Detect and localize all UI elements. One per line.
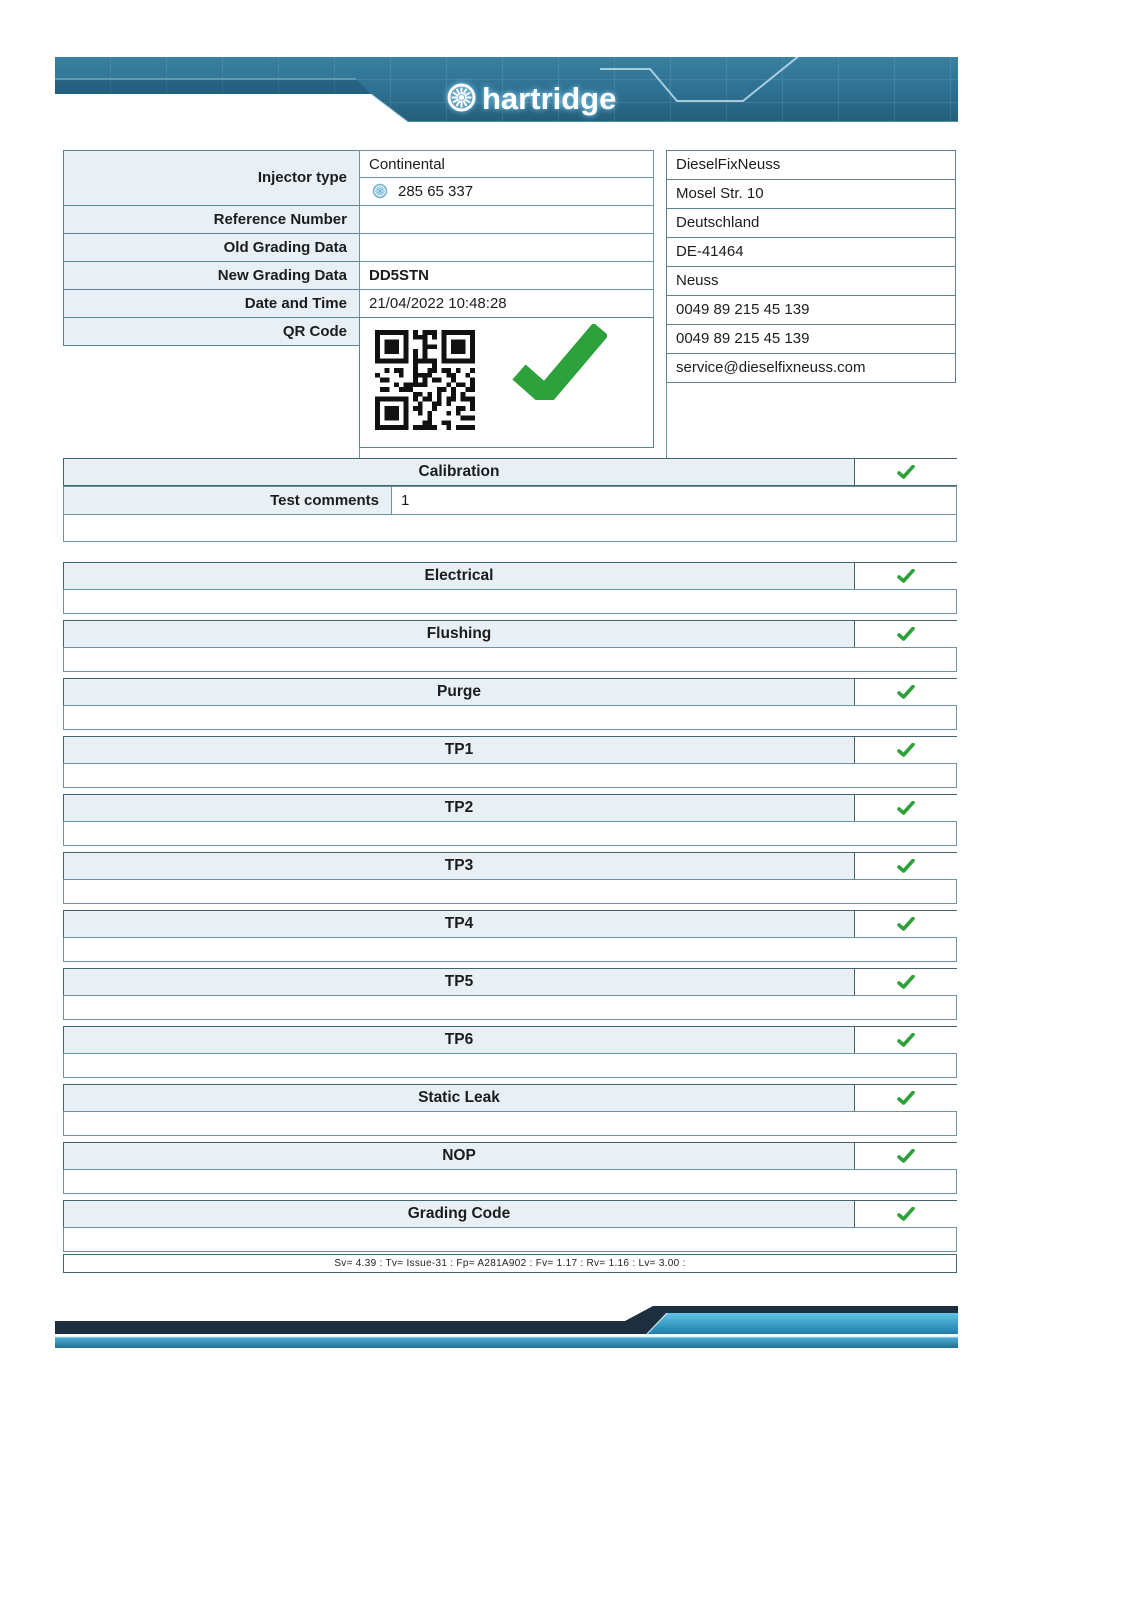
section-label: Electrical: [424, 567, 494, 584]
spacer-row: [63, 763, 957, 788]
section-row-tp2: [63, 794, 957, 822]
test-comments-label: Test comments: [64, 487, 392, 514]
test-comments-value: 1: [401, 492, 410, 509]
status-cell: [854, 1085, 957, 1111]
check-icon: [897, 1149, 915, 1163]
section-label: Grading Code: [407, 1205, 511, 1222]
section-row-tp1: [63, 736, 957, 764]
status-cell: [854, 911, 957, 937]
section-row-grading-code: [63, 1200, 957, 1228]
section-row-tp6: [63, 1026, 957, 1054]
logo-text: hartridge: [482, 81, 617, 116]
old-grading-data-value: [359, 233, 654, 262]
section-label: Static Leak: [418, 1089, 500, 1106]
version-footer: Sv= 4.39 : Tv= Issue-31 : Fp= A281A902 : Fv= 1.17 : Rv= 1.16 : Lv= 3.00 :: [63, 1254, 957, 1273]
section-label: TP3: [444, 857, 474, 874]
workshop-city: Neuss: [666, 266, 956, 296]
header-banner-graphic: [55, 57, 958, 127]
spacer-row: [63, 647, 957, 672]
status-cell: [854, 1143, 957, 1169]
section-label: TP5: [444, 973, 474, 990]
section-row-tp4: [63, 910, 957, 938]
pass-check-icon: [512, 324, 607, 400]
spacer-row: [63, 589, 957, 614]
check-icon: [897, 859, 915, 873]
spacer-row: [63, 821, 957, 846]
qr-code-label: QR Code: [63, 317, 360, 346]
section-row-tp3: [63, 852, 957, 880]
workshop-country: Deutschland: [666, 208, 956, 238]
check-icon: [897, 569, 915, 583]
injector-part-number: 285 65 337: [398, 183, 474, 200]
injector-type-label: Injector type: [63, 150, 360, 206]
reference-number-label: Reference Number: [63, 205, 360, 234]
spacer-row: [63, 995, 957, 1020]
spacer-row: [63, 879, 957, 904]
section-label: Flushing: [426, 625, 492, 642]
workshop-phone-1: 0049 89 215 45 139: [666, 295, 956, 325]
header-banner: [55, 57, 958, 127]
section-label: TP6: [444, 1031, 474, 1048]
qr-code-cell: [359, 317, 654, 448]
section-label: Purge: [437, 683, 481, 700]
table-border-stub: [666, 382, 667, 458]
new-grading-data-label: New Grading Data: [63, 261, 360, 290]
new-grading-data-value: DD5STN: [359, 261, 654, 290]
status-cell: [854, 1027, 957, 1053]
spacer-row: [63, 1053, 957, 1078]
status-cell: [854, 1201, 957, 1227]
section-label: Calibration: [418, 463, 500, 480]
check-icon: [897, 465, 915, 479]
footer-banner-graphic: [55, 1303, 958, 1349]
workshop-name: DieselFixNeuss: [666, 150, 956, 180]
spacer-row: [63, 705, 957, 730]
check-icon: [897, 685, 915, 699]
test-comments-row: [63, 486, 957, 515]
status-cell: [854, 737, 957, 763]
check-icon: [897, 627, 915, 641]
status-cell: [854, 621, 957, 647]
section-row-tp5: [63, 968, 957, 996]
status-cell: [854, 853, 957, 879]
hartridge-wheel-icon: [372, 183, 388, 199]
table-border-stub: [359, 447, 360, 458]
check-icon: [897, 917, 915, 931]
check-icon: [897, 975, 915, 989]
workshop-email: service@dieselfixneuss.com: [666, 353, 956, 383]
status-cell: [854, 795, 957, 821]
check-icon: [897, 743, 915, 757]
status-cell: [854, 969, 957, 995]
section-label: NOP: [442, 1147, 476, 1164]
spacer-row: [63, 937, 957, 962]
date-time-value: 21/04/2022 10:48:28: [359, 289, 654, 318]
injector-type-value-2: [359, 177, 654, 206]
section-row-purge: [63, 678, 957, 706]
section-row-calibration: [63, 458, 957, 486]
check-icon: [897, 1033, 915, 1047]
section-label: TP2: [444, 799, 474, 816]
injector-type-value-1: Continental: [359, 150, 654, 178]
section-label: TP1: [444, 741, 474, 758]
workshop-postcode: DE-41464: [666, 237, 956, 267]
hartridge-wheel-icon: [449, 85, 474, 110]
section-row-electrical: [63, 562, 957, 590]
old-grading-data-label: Old Grading Data: [63, 233, 360, 262]
spacer-row: [63, 1227, 957, 1252]
workshop-street: Mosel Str. 10: [666, 179, 956, 209]
workshop-phone-2: 0049 89 215 45 139: [666, 324, 956, 354]
section-row-nop: [63, 1142, 957, 1170]
reference-number-value: [359, 205, 654, 234]
status-cell: [854, 679, 957, 705]
spacer-row: [63, 1169, 957, 1194]
section-label: TP4: [444, 915, 474, 932]
qr-code: [375, 330, 475, 430]
check-icon: [897, 801, 915, 815]
footer-banner: [55, 1303, 958, 1349]
status-cell: [854, 459, 957, 485]
check-icon: [897, 1207, 915, 1221]
spacer-row: [63, 514, 957, 542]
check-icon: [897, 1091, 915, 1105]
date-time-label: Date and Time: [63, 289, 360, 318]
section-row-static-leak: [63, 1084, 957, 1112]
spacer-row: [63, 1111, 957, 1136]
section-row-flushing: [63, 620, 957, 648]
status-cell: [854, 563, 957, 589]
